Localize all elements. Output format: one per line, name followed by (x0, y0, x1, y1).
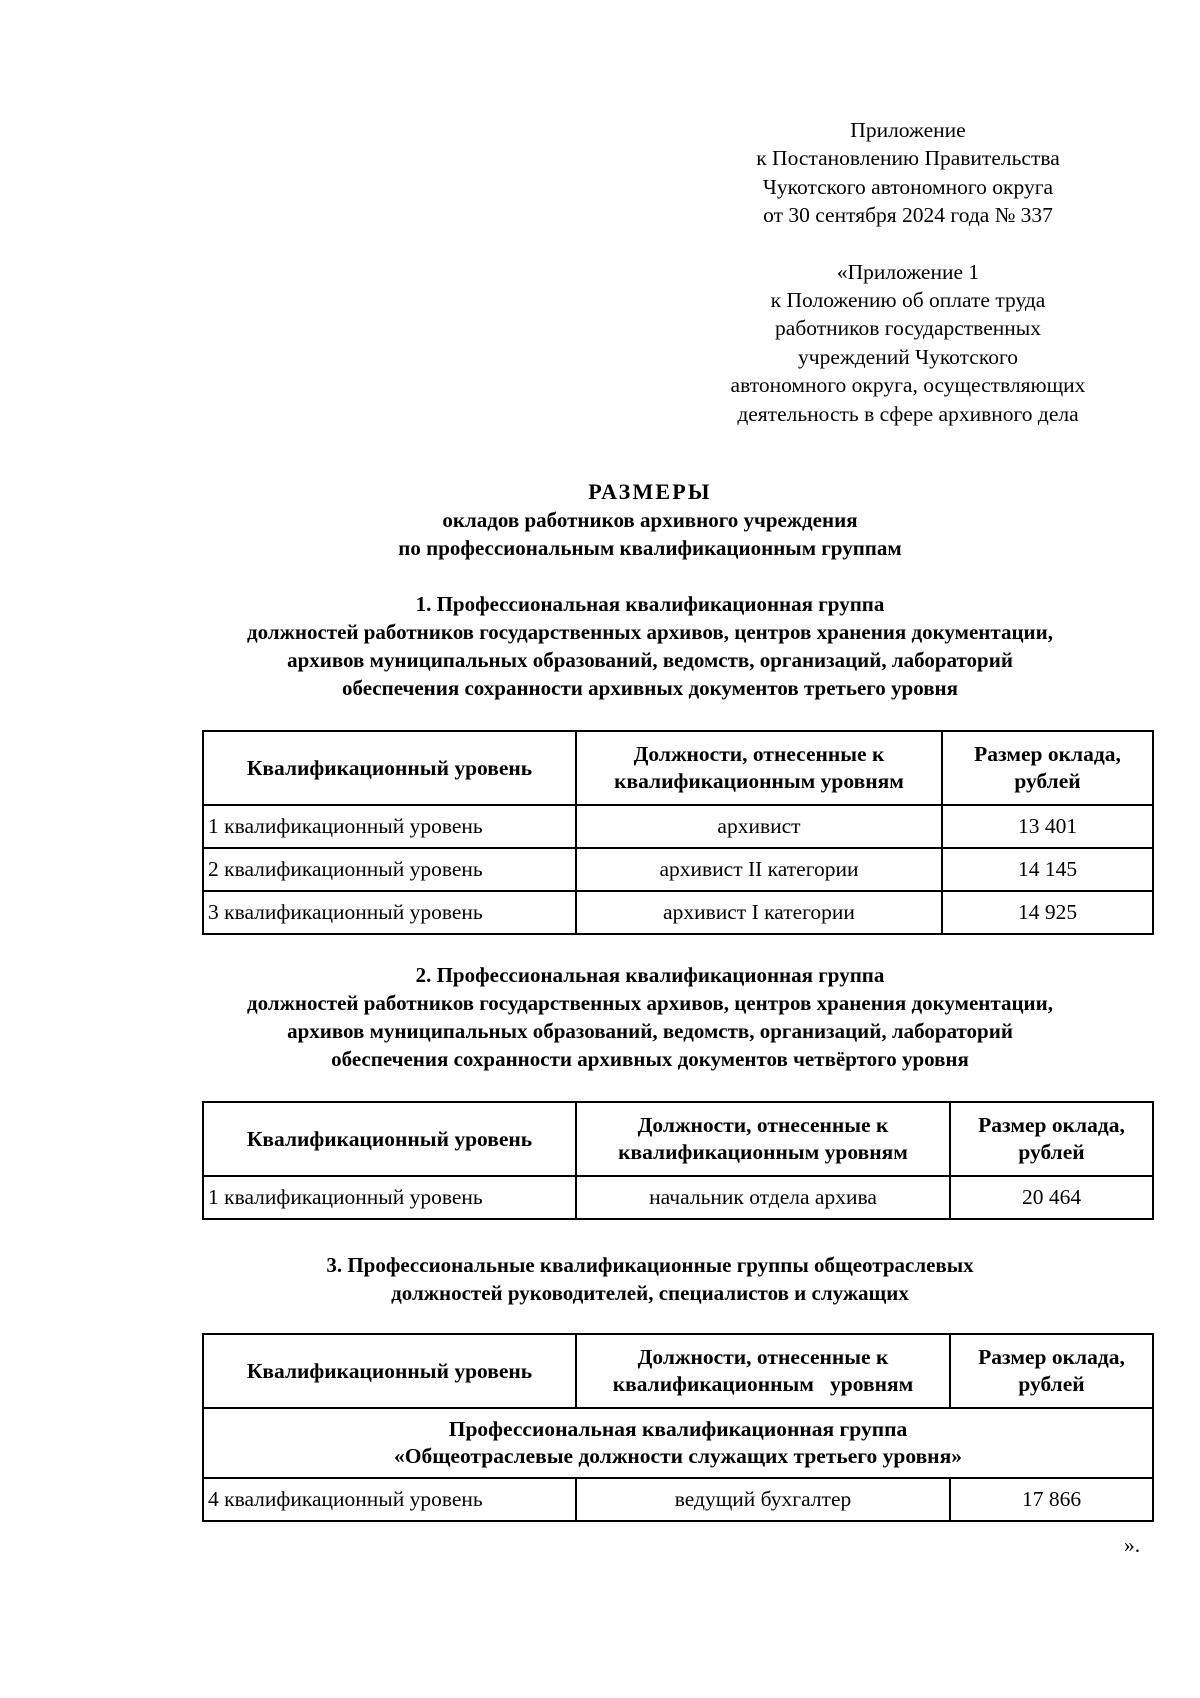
salary-cell: 14 925 (942, 891, 1153, 934)
appendix-quoted-line: работников государственных (775, 316, 1041, 341)
level-cell: 1 квалификационный уровень (203, 1176, 576, 1219)
document-title (120, 478, 1180, 562)
position-cell: архивист I категории (576, 891, 942, 934)
section-title-line: должностей руководителей, специалистов и служащих (391, 1281, 909, 1305)
position-cell: архивист (576, 805, 942, 848)
header-salary: Размер оклада, рублей (942, 731, 1153, 805)
table-group-row (203, 1408, 1153, 1478)
salary-cell: 17 866 (950, 1478, 1153, 1521)
section-2-title (120, 961, 1180, 1073)
table-header-row (203, 1334, 1153, 1408)
table-row (203, 805, 1153, 848)
level-cell: 2 квалификационный уровень (203, 848, 576, 891)
level-cell: 3 квалификационный уровень (203, 891, 576, 934)
appendix-quoted-line: автономного округа, осуществляющих (730, 373, 1086, 398)
header-salary: Размер оклада, рублей (950, 1102, 1153, 1176)
level-cell: 1 квалификационный уровень (203, 805, 576, 848)
table-row (203, 848, 1153, 891)
title-line: окладов работников архивного учреждения (442, 508, 858, 532)
appendix-quoted-line: деятельность в сфере архивного дела (737, 401, 1079, 426)
appendix-line: Приложение (850, 118, 966, 142)
table-header-row (203, 731, 1153, 805)
section-title-line: 3. Профессиональные квалификационные группы общеотраслевых (326, 1253, 974, 1277)
table-row (203, 1176, 1153, 1219)
appendix-line: к Постановлению Правительства (756, 146, 1060, 171)
section-title-line: 1. Профессиональная квалификационная группа (415, 592, 885, 616)
table-header-row (203, 1102, 1153, 1176)
closing-quote-mark: ». (1124, 1533, 1141, 1557)
salary-cell: 13 401 (942, 805, 1153, 848)
group-cell: Профессиональная квалификационная группа «Общеотраслевые должности служащих третьего уровня» (203, 1408, 1153, 1478)
header-salary: Размер оклада, рублей (950, 1334, 1153, 1408)
section-title-line: должностей работников государственных архивов, центров хранения документации, (246, 991, 1053, 1015)
section-3-table (202, 1333, 1154, 1522)
table-row (203, 1478, 1153, 1521)
appendix-quoted-line: учреждений Чукотского (798, 344, 1018, 369)
section-title-line: обеспечения сохранности архивных документов четвёртого уровня (331, 1047, 969, 1071)
section-title-line: должностей работников государственных архивов, центров хранения документации, (246, 620, 1053, 644)
section-3-title (120, 1251, 1180, 1307)
section-2-table (202, 1101, 1154, 1220)
section-1-title (120, 590, 1180, 702)
salary-cell: 20 464 (950, 1176, 1153, 1219)
table-row (203, 891, 1153, 934)
appendix-line: от 30 сентября 2024 года № 337 (763, 203, 1053, 228)
position-cell: ведущий бухгалтер (576, 1478, 950, 1521)
section-title-line: архивов муниципальных образований, ведомств, организаций, лабораторий (287, 1019, 1013, 1043)
header-positions: Должности, отнесенные к квалификационным уровням (576, 1102, 950, 1176)
appendix-line: Чукотского автономного округа (762, 174, 1054, 199)
appendix-quoted-line: «Приложение 1 (836, 259, 980, 284)
header-positions: Должности, отнесенные к квалификационным уровням (576, 1334, 950, 1408)
title-main: РАЗМЕРЫ (588, 479, 712, 504)
level-cell: 4 квалификационный уровень (203, 1478, 576, 1521)
header-level: Квалификационный уровень (203, 1102, 576, 1176)
salary-cell: 14 145 (942, 848, 1153, 891)
position-cell: начальник отдела архива (576, 1176, 950, 1219)
section-title-line: 2. Профессиональная квалификационная группа (415, 963, 885, 987)
section-1-table (202, 730, 1154, 935)
header-level: Квалификационный уровень (203, 731, 576, 805)
header-positions: Должности, отнесенные к квалификационным уровням (576, 731, 942, 805)
title-line: по профессиональным квалификационным группам (398, 536, 902, 560)
appendix-quoted-line: к Положению об оплате труда (770, 288, 1046, 313)
section-title-line: архивов муниципальных образований, ведомств, организаций, лабораторий (287, 648, 1013, 672)
header-level: Квалификационный уровень (203, 1334, 576, 1408)
section-title-line: обеспечения сохранности архивных документов третьего уровня (341, 676, 959, 700)
appendix-block (672, 116, 1144, 428)
position-cell: архивист II категории (576, 848, 942, 891)
